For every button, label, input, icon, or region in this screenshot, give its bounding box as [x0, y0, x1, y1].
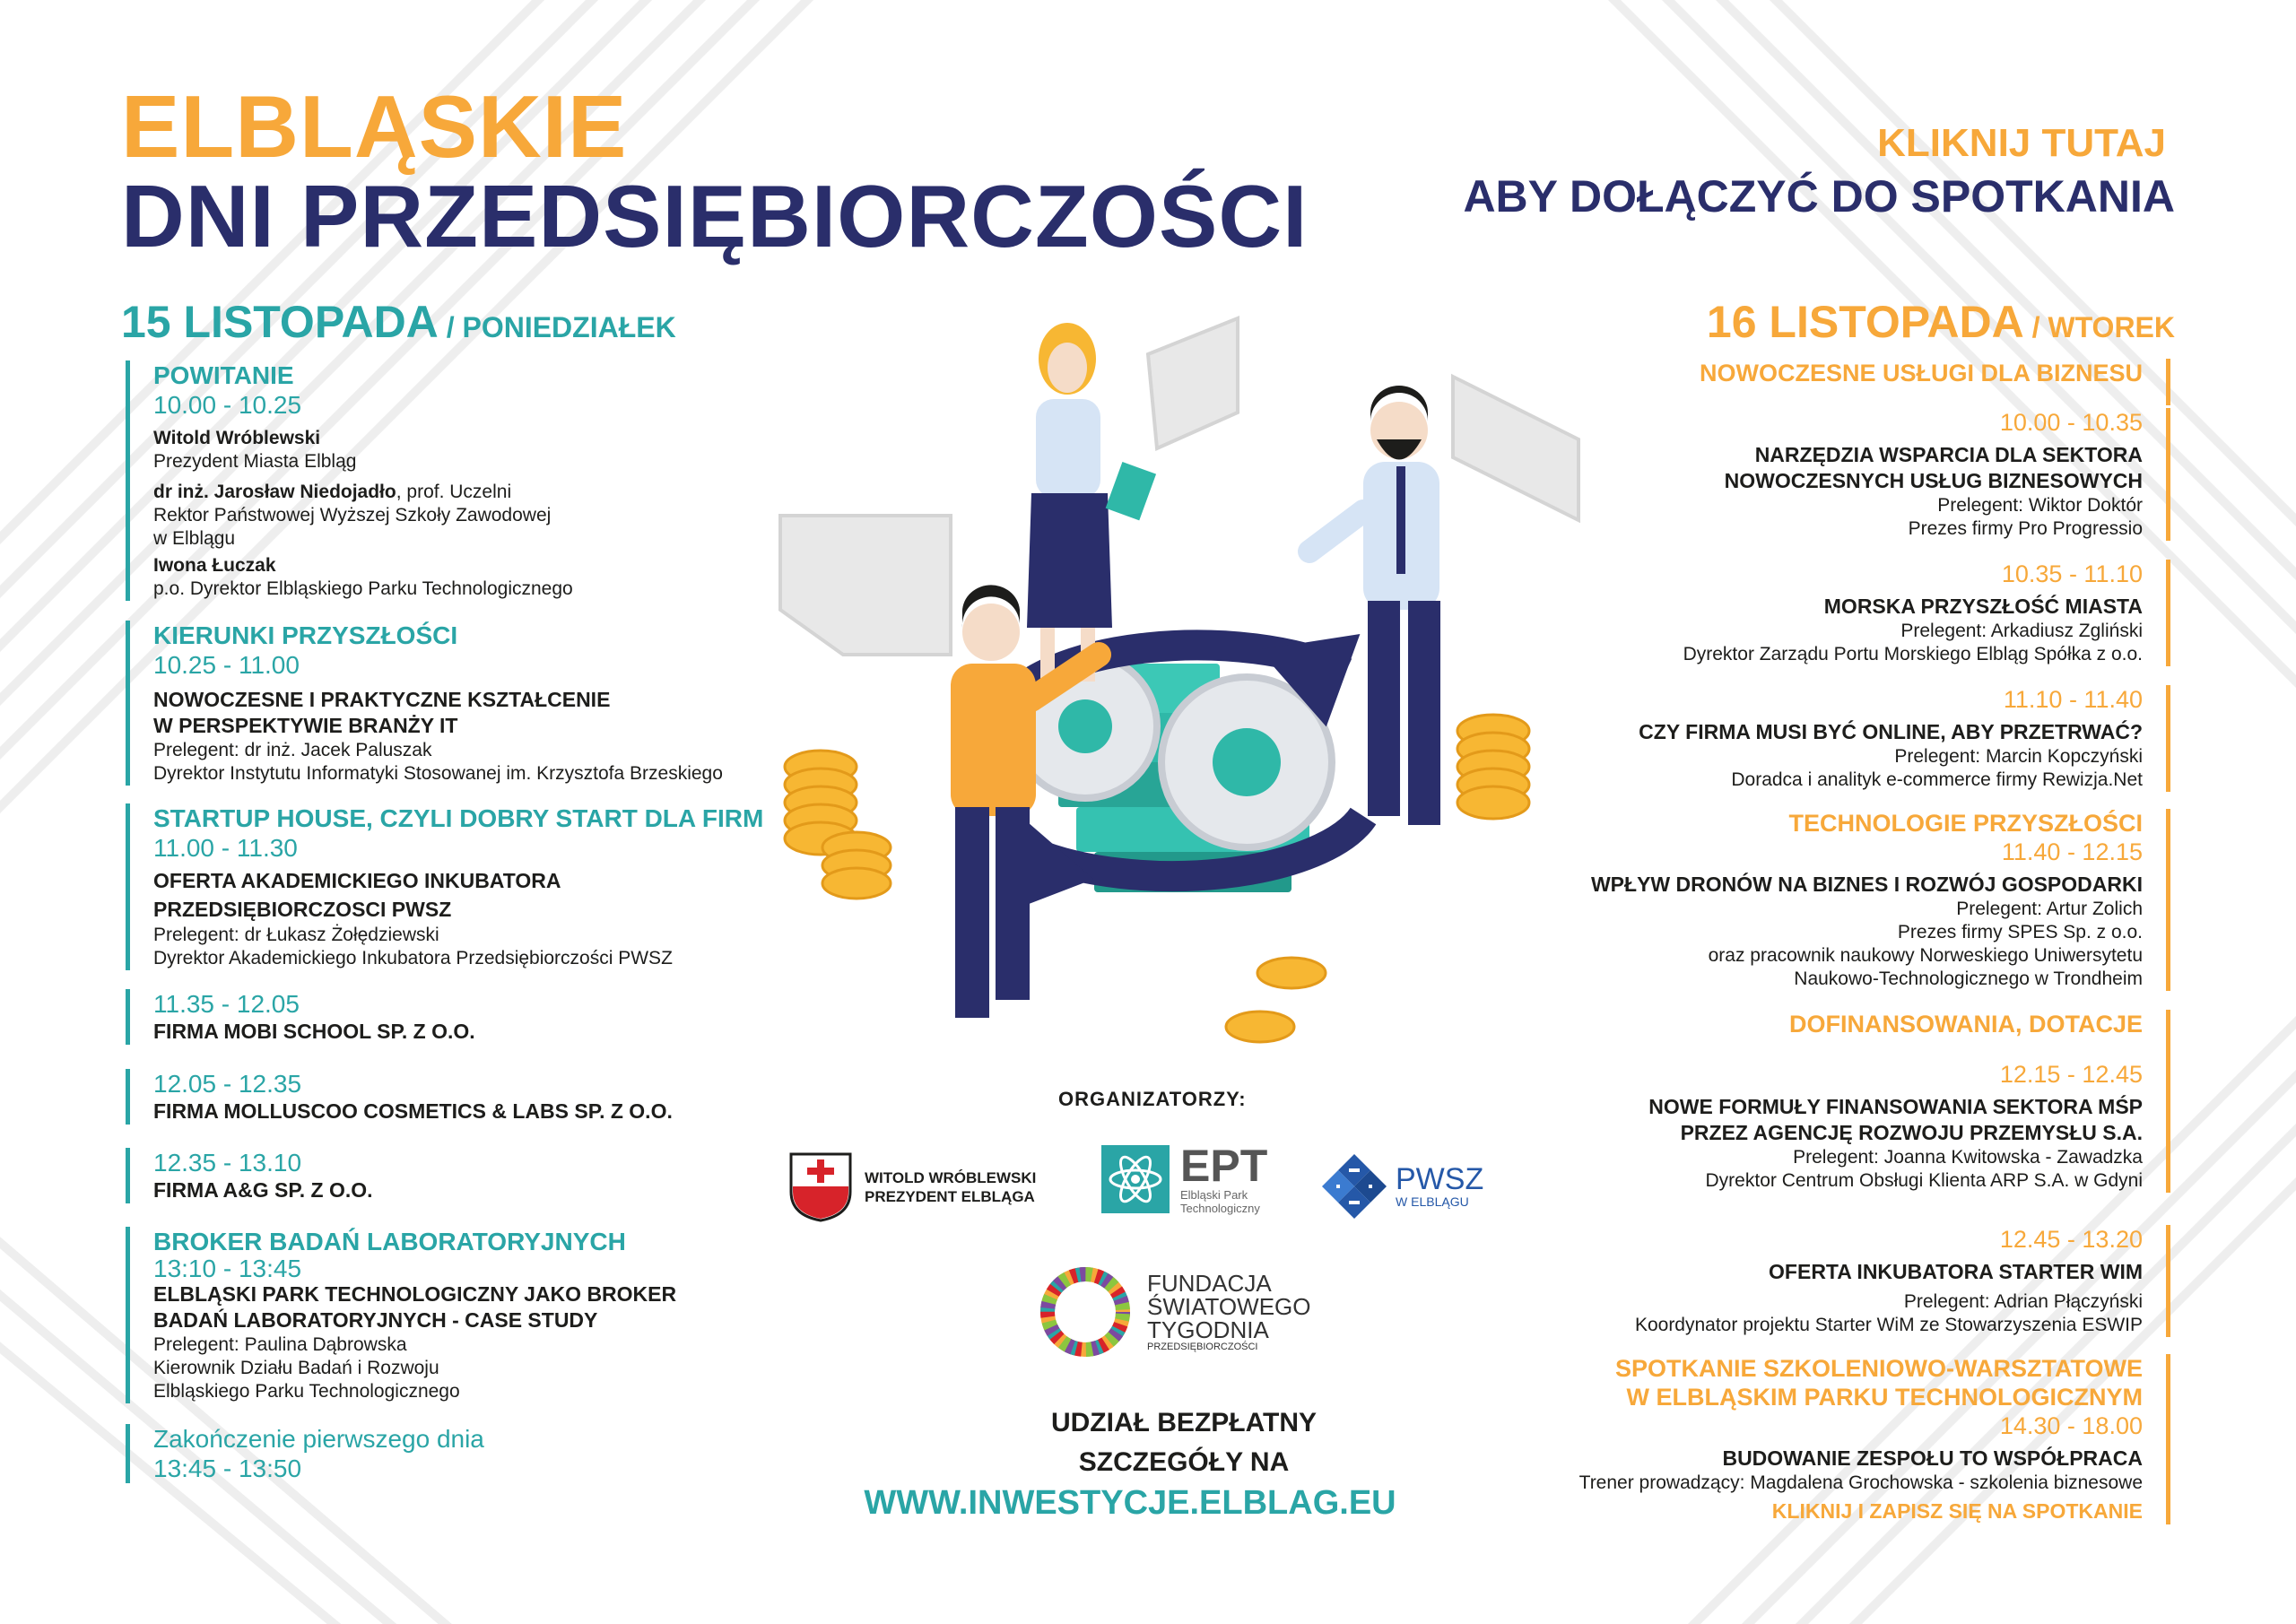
- section-title: POWITANIE: [153, 361, 294, 389]
- ept-subtitle: Technologiczny: [1180, 1202, 1260, 1215]
- time: 11.35 - 12.05: [153, 990, 300, 1018]
- talk-title: OFERTA AKADEMICKIEGO INKUBATORA: [153, 869, 561, 892]
- speaker-role: Prezes firmy SPES Sp. z o.o.: [1897, 922, 2143, 942]
- day2-weekday: / WTOREK: [2023, 311, 2175, 343]
- organizer-fundacja: [1036, 1263, 1310, 1361]
- talk-title: ELBLĄSKI PARK TECHNOLOGICZNY JAKO BROKER: [153, 1282, 677, 1306]
- speaker: Prelegent: Adrian Płączyński: [1903, 1291, 2143, 1312]
- day1-heading: [121, 296, 676, 348]
- time: 10.00 - 10.35: [1999, 409, 2143, 436]
- agenda-item-broker: [126, 1227, 676, 1403]
- time: 11.00 - 11.30: [153, 834, 298, 862]
- day1-date: 15 LISTOPADA: [121, 297, 439, 347]
- time: 10.25 - 11.00: [153, 651, 300, 679]
- agenda-item-funding: [1648, 1010, 2170, 1193]
- color-ring-icon: [1036, 1263, 1135, 1361]
- atom-icon: [1101, 1145, 1170, 1213]
- section-title: SPOTKANIE SZKOLENIOWO-WARSZTATOWE: [1615, 1355, 2143, 1382]
- speaker-role: Doradca i analityk e-commerce firmy Rewizja.Net: [1731, 769, 2143, 790]
- ept-name: EPT: [1180, 1141, 1268, 1191]
- join-link[interactable]: KLIKNIJ TUTAJ: [1877, 121, 2166, 165]
- speaker-role: Dyrektor Centrum Obsługi Klienta ARP S.A. w Gdyni: [1705, 1170, 2143, 1191]
- time: 11.40 - 12.15: [2001, 838, 2143, 865]
- talk-title: FIRMA MOLLUSCOO COSMETICS & LABS SP. Z O.O.: [153, 1099, 673, 1123]
- president-title: PREZYDENT ELBLĄGA: [865, 1188, 1035, 1205]
- time: 12.15 - 12.45: [1999, 1061, 2143, 1088]
- agenda-item-tools: [1725, 408, 2170, 541]
- speaker: Prelegent: Joanna Kwitowska - Zawadzka: [1793, 1147, 2143, 1168]
- organizer-president: [789, 1152, 1036, 1222]
- agenda-item-closing: [126, 1424, 484, 1483]
- speaker-title: , prof. Uczelni: [396, 482, 512, 502]
- speaker-role: w Elblągu: [153, 528, 236, 549]
- speaker-role: Prezes firmy Pro Progressio: [1908, 518, 2143, 539]
- pwsz-logo-icon: [1320, 1152, 1388, 1220]
- fund-line2: ŚWIATOWEGO: [1147, 1293, 1311, 1320]
- speaker-name: Witold Wróblewski: [153, 428, 321, 448]
- organizer-pwsz: [1320, 1152, 1483, 1220]
- president-name: WITOLD WRÓBLEWSKI: [865, 1169, 1037, 1186]
- speaker: Prelegent: Marcin Kopczyński: [1894, 746, 2143, 767]
- speaker: Prelegent: dr inż. Jacek Paluszak: [153, 740, 432, 760]
- talk-title: NOWOCZESNYCH USŁUG BIZNESOWYCH: [1724, 469, 2143, 492]
- speaker-role: Dyrektor Instytutu Informatyki Stosowanej im. Krzysztofa Brzeskiego: [153, 763, 723, 784]
- speaker-name: dr inż. Jarosław Niedojadło: [153, 482, 396, 502]
- time: 12.05 - 12.35: [153, 1070, 302, 1098]
- free-line1: UDZIAŁ BEZPŁATNY: [1050, 1408, 1318, 1437]
- speaker: Prelegent: Wiktor Doktór: [1937, 495, 2143, 516]
- section-title: DOFINANSOWANIA, DOTACJE: [1788, 1011, 2143, 1038]
- business-illustration: [771, 314, 1614, 1058]
- talk-title: CZY FIRMA MUSI BYĆ ONLINE, ABY PRZETRWAĆ?: [1639, 720, 2143, 743]
- time: 13:45 - 13:50: [153, 1455, 302, 1482]
- event-title-line1: ELBLĄSKIE: [121, 77, 628, 176]
- agenda-item-mobi: [126, 989, 475, 1045]
- time: 10.00 - 10.25: [153, 391, 302, 419]
- speaker-name: Iwona Łuczak: [153, 555, 276, 576]
- talk-title: NOWOCZESNE I PRAKTYCZNE KSZTAŁCENIE: [153, 688, 611, 711]
- section-title: Zakończenie pierwszego dnia: [153, 1425, 484, 1453]
- talk-title: PRZEDSIĘBIORCZOSCI PWSZ: [153, 898, 452, 921]
- talk-title: FIRMA A&G SP. Z O.O.: [153, 1178, 373, 1202]
- talk-title: NOWE FORMUŁY FINANSOWANIA SEKTORA MŚP: [1648, 1095, 2143, 1118]
- speaker: Trener prowadzący: Magdalena Grochowska - szkolenia biznesowe: [1578, 1472, 2143, 1493]
- time: 13:10 - 13:45: [153, 1255, 302, 1282]
- speaker-role: Dyrektor Akademickiego Inkubatora Przedsiębiorczości PWSZ: [153, 948, 673, 968]
- speaker-role: Dyrektor Zarządu Portu Morskiego Elbląg Spółka z o.o.: [1683, 644, 2143, 664]
- free-line2: SZCZEGÓŁY NA: [1078, 1447, 1290, 1477]
- section-title: W ELBLĄSKIM PARKU TECHNOLOGICZNYM: [1626, 1384, 2143, 1411]
- section-title: NOWOCZESNE USŁUGI DLA BIZNESU: [1699, 360, 2143, 386]
- speaker-role: Kierownik Działu Badań i Rozwoju: [153, 1358, 439, 1378]
- talk-title: BUDOWANIE ZESPOŁU TO WSPÓŁPRACA: [1722, 1446, 2143, 1470]
- fund-line3: TYGODNIA: [1147, 1316, 1269, 1343]
- agenda-item-welcome: [126, 360, 573, 601]
- speaker: Prelegent: dr Łukasz Żołędziewski: [153, 925, 439, 945]
- coat-of-arms-icon: [789, 1152, 852, 1222]
- section-title: BROKER BADAŃ LABORATORYJNYCH: [153, 1228, 626, 1255]
- talk-title: FIRMA MOBI SCHOOL SP. Z O.O.: [153, 1020, 475, 1043]
- talk-title: NARZĘDZIA WSPARCIA DLA SEKTORA: [1754, 443, 2143, 466]
- speaker-role: Elbląskiego Parku Technologicznego: [153, 1381, 460, 1402]
- agenda-item-molluscoo: [126, 1069, 673, 1125]
- speaker: Prelegent: Arkadiusz Zgliński: [1900, 621, 2143, 641]
- fund-line4: PRZEDSIĘBIORCZOŚCI: [1147, 1342, 1258, 1352]
- agenda-item-starter: [1635, 1225, 2170, 1337]
- signup-link[interactable]: KLIKNIJ I ZAPISZ SIĘ NA SPOTKANIE: [1771, 1499, 2143, 1523]
- day2-date: 16 LISTOPADA: [1706, 297, 2024, 347]
- talk-title: OFERTA INKUBATORA STARTER WIM: [1769, 1260, 2143, 1283]
- section-title: KIERUNKI PRZYSZŁOŚCI: [153, 621, 458, 649]
- day1-weekday: / PONIEDZIAŁEK: [438, 311, 676, 343]
- agenda-item-maritime: [1683, 560, 2170, 666]
- talk-title: WPŁYW DRONÓW NA BIZNES I ROZWÓJ GOSPODARKI: [1590, 873, 2143, 896]
- speaker-role: oraz pracownik naukowy Norweskiego Uniwersytetu: [1708, 945, 2143, 966]
- agenda-item-workshop: [1579, 1354, 2170, 1524]
- agenda-item-drones: [1591, 809, 2170, 991]
- time: 12.35 - 13.10: [153, 1149, 302, 1177]
- time: 11.10 - 11.40: [2003, 686, 2143, 713]
- speaker: Prelegent: Paulina Dąbrowska: [153, 1334, 407, 1355]
- pwsz-name: PWSZ: [1396, 1162, 1484, 1196]
- time: 14.30 - 18.00: [1999, 1412, 2143, 1439]
- speaker-role: Koordynator projektu Starter WiM ze Stowarzyszenia ESWIP: [1634, 1315, 2143, 1335]
- free-participation: [753, 1403, 1614, 1482]
- section-title: STARTUP HOUSE, CZYLI DOBRY START DLA FIRM: [153, 804, 764, 832]
- website-link[interactable]: WWW.INWESTYCJE.ELBLAG.EU: [864, 1484, 1396, 1522]
- speaker-role: p.o. Dyrektor Elbląskiego Parku Technologicznego: [153, 578, 573, 599]
- agenda-item-ag: [126, 1148, 373, 1203]
- speaker: Prelegent: Artur Zolich: [1956, 899, 2143, 919]
- agenda-item-startup: [126, 803, 763, 970]
- join-link-subtitle[interactable]: ABY DOŁĄCZYĆ DO SPOTKANIA: [1463, 171, 2175, 221]
- speaker-role: Naukowo-Technologicznego w Trondheim: [1794, 968, 2143, 989]
- speaker-role: Prezydent Miasta Elbląg: [153, 451, 357, 472]
- time: 12.45 - 13.20: [1999, 1226, 2143, 1253]
- agenda-section-modern-services: [1700, 359, 2170, 405]
- event-title-line2: DNI PRZEDSIĘBIORCZOŚCI: [121, 167, 1309, 265]
- ept-subtitle: Elbląski Park: [1180, 1188, 1248, 1202]
- organizer-ept: [1101, 1143, 1267, 1215]
- agenda-item-future: [126, 621, 723, 786]
- agenda-item-online: [1639, 685, 2170, 792]
- speaker-role: Rektor Państwowej Wyższej Szkoły Zawodowej: [153, 505, 552, 525]
- talk-title: MORSKA PRZYSZŁOŚĆ MIASTA: [1823, 595, 2143, 618]
- section-title: TECHNOLOGIE PRZYSZŁOŚCI: [1788, 810, 2143, 837]
- talk-title: W PERSPEKTYWIE BRANŻY IT: [153, 714, 458, 737]
- talk-title: PRZEZ AGENCJĘ ROZWOJU PRZEMYSŁU S.A.: [1680, 1121, 2143, 1144]
- time: 10.35 - 11.10: [2001, 560, 2143, 587]
- organizers-label: ORGANIZATORZY:: [1058, 1088, 1247, 1110]
- talk-title: BADAŃ LABORATORYJNYCH - CASE STUDY: [153, 1308, 598, 1332]
- pwsz-subtitle: W ELBLĄGU: [1396, 1194, 1469, 1209]
- fund-line1: FUNDACJA: [1147, 1270, 1272, 1297]
